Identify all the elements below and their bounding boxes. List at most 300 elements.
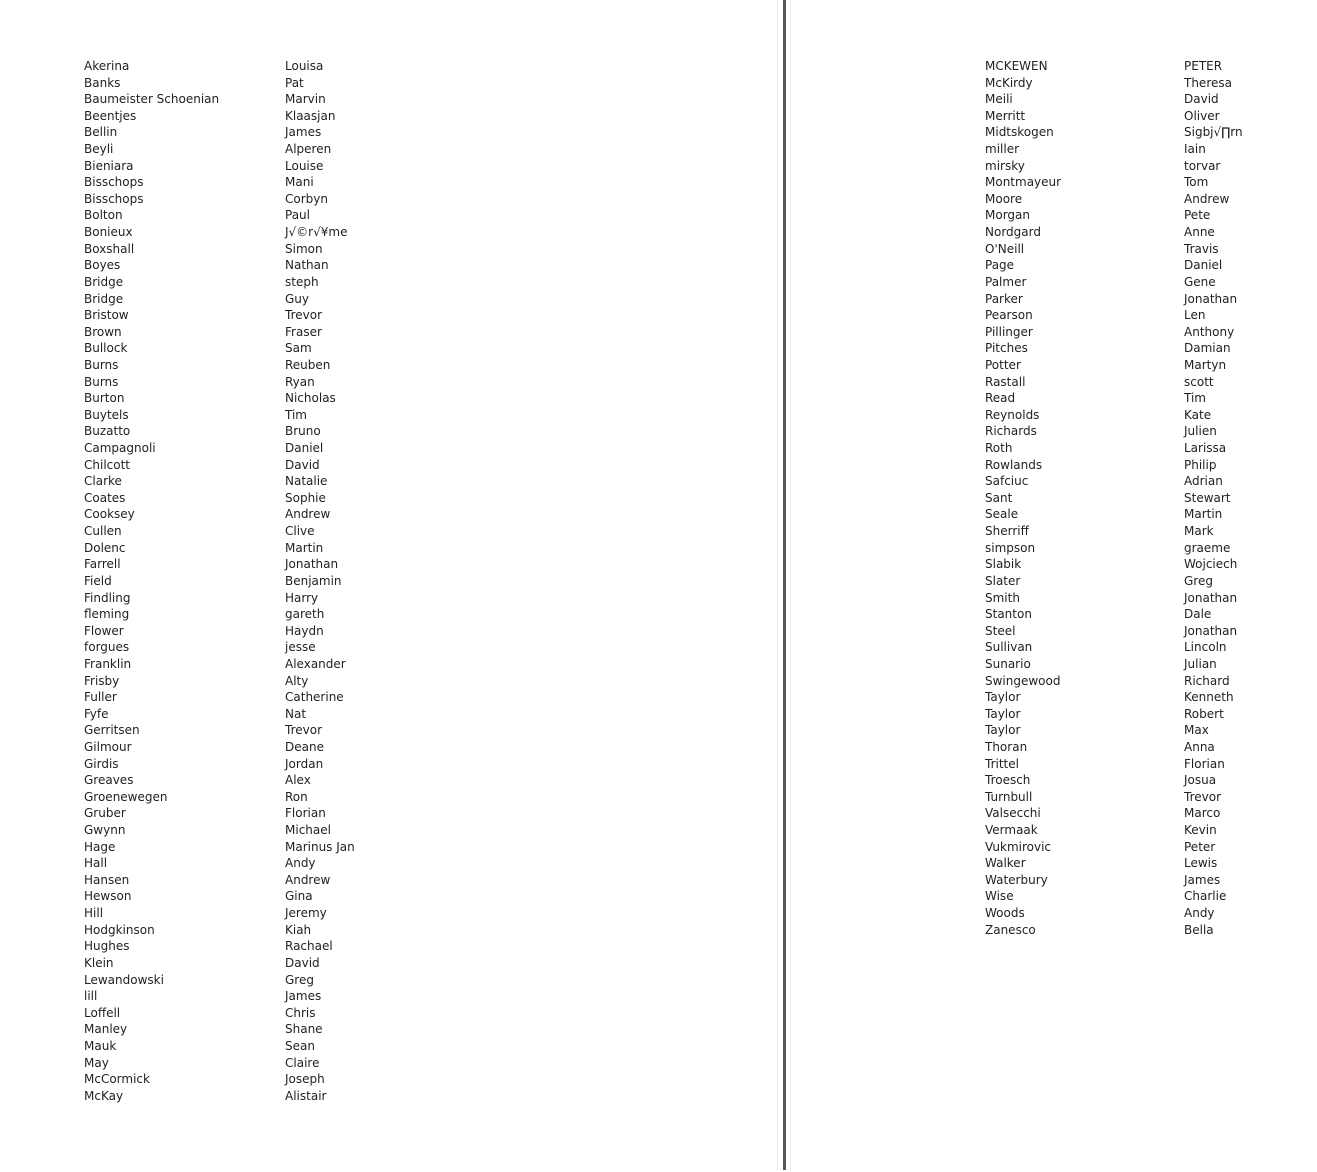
last-name: McKirdy	[985, 75, 1033, 90]
name-row	[84, 739, 355, 756]
first-name: Lincoln	[1184, 640, 1227, 655]
last-name: Burns	[84, 357, 119, 372]
name-row	[985, 739, 1243, 756]
name-row	[84, 540, 355, 557]
first-name: Greg	[1184, 573, 1213, 588]
first-name: Anthony	[1184, 324, 1235, 339]
first-name: Corbyn	[285, 191, 328, 206]
first-name: Sean	[285, 1038, 315, 1053]
first-name: Klaasjan	[285, 108, 336, 123]
name-row	[985, 158, 1243, 175]
name-row	[84, 374, 355, 391]
first-name: Julien	[1184, 424, 1217, 439]
first-name: Bruno	[285, 424, 321, 439]
first-name: Benjamin	[285, 573, 342, 588]
first-name: Jonathan	[1184, 623, 1238, 638]
name-row	[84, 1021, 355, 1038]
first-name: Joseph	[285, 1072, 325, 1087]
last-name: McCormick	[84, 1072, 150, 1087]
last-name: Valsecchi	[985, 806, 1041, 821]
name-row	[985, 606, 1243, 623]
first-name: Claire	[285, 1055, 320, 1070]
first-name: Marco	[1184, 806, 1221, 821]
last-name: Nordgard	[985, 225, 1041, 240]
last-name: Coates	[84, 490, 126, 505]
last-name: Chilcott	[84, 457, 131, 472]
last-name: O'Neill	[985, 241, 1025, 256]
first-name: scott	[1184, 374, 1214, 389]
first-name: Marinus Jan	[285, 839, 355, 854]
first-name: jesse	[285, 640, 316, 655]
name-row	[84, 689, 355, 706]
first-name: Alperen	[285, 142, 332, 157]
name-row	[84, 789, 355, 806]
last-name: Trittel	[985, 756, 1019, 771]
first-name: Lewis	[1184, 856, 1218, 871]
name-row	[985, 141, 1243, 158]
name-row	[84, 922, 355, 939]
first-name: Guy	[285, 291, 310, 306]
last-name: Beentjes	[84, 108, 137, 123]
last-name: Taylor	[985, 706, 1021, 721]
last-name: May	[84, 1055, 109, 1070]
first-name: Pete	[1184, 208, 1211, 223]
name-row	[985, 374, 1243, 391]
last-name: Taylor	[985, 723, 1021, 738]
name-row	[985, 207, 1243, 224]
name-row	[985, 241, 1243, 258]
name-row	[985, 573, 1243, 590]
last-name: Bridge	[84, 274, 124, 289]
first-name: torvar	[1184, 158, 1221, 173]
first-name: Mani	[285, 175, 314, 190]
name-row	[985, 523, 1243, 540]
name-row	[84, 756, 355, 773]
last-name: Pearson	[985, 308, 1033, 323]
first-name: David	[285, 955, 320, 970]
name-row	[84, 1088, 355, 1105]
first-name: Josua	[1184, 773, 1217, 788]
name-row	[84, 656, 355, 673]
first-name: Iain	[1184, 142, 1206, 157]
last-name: Manley	[84, 1022, 128, 1037]
name-row	[84, 224, 355, 241]
name-row	[84, 905, 355, 922]
last-name: Hodgkinson	[84, 922, 155, 937]
last-name: Gilmour	[84, 739, 132, 754]
last-name: fleming	[84, 607, 130, 622]
first-name: Alex	[285, 773, 311, 788]
last-name: Lewandowski	[84, 972, 164, 987]
last-name: Rowlands	[985, 457, 1043, 472]
name-row	[985, 839, 1243, 856]
first-name: Jonathan	[285, 557, 339, 572]
last-name: Cooksey	[84, 507, 135, 522]
name-list-page-1	[84, 58, 355, 1104]
name-row	[985, 872, 1243, 889]
first-name: Alty	[285, 673, 309, 688]
last-name: Brown	[84, 324, 122, 339]
name-row	[84, 888, 355, 905]
last-name: Mauk	[84, 1038, 117, 1053]
first-name: Haydn	[285, 623, 324, 638]
last-name: Walker	[985, 856, 1026, 871]
last-name: Franklin	[84, 656, 132, 671]
name-row	[985, 689, 1243, 706]
last-name: Montmayeur	[985, 175, 1062, 190]
name-row	[985, 590, 1243, 607]
first-name: Bella	[1184, 922, 1214, 937]
name-row	[985, 623, 1243, 640]
last-name: Reynolds	[985, 407, 1040, 422]
last-name: Hage	[84, 839, 116, 854]
first-name: Marvin	[285, 92, 326, 107]
name-row	[84, 91, 355, 108]
name-row	[84, 357, 355, 374]
last-name: Boxshall	[84, 241, 135, 256]
name-row	[84, 772, 355, 789]
last-name: Vermaak	[985, 823, 1038, 838]
first-name: Jonathan	[1184, 590, 1238, 605]
name-row	[985, 340, 1243, 357]
first-name: Harry	[285, 590, 319, 605]
name-row	[84, 506, 355, 523]
first-name: Nat	[285, 706, 307, 721]
last-name: Palmer	[985, 274, 1027, 289]
first-name: Deane	[285, 739, 324, 754]
name-row	[985, 756, 1243, 773]
first-name: Ron	[285, 789, 308, 804]
name-row	[84, 124, 355, 141]
name-row	[84, 822, 355, 839]
first-name: Rachael	[285, 939, 333, 954]
name-row	[985, 905, 1243, 922]
last-name: Steel	[985, 623, 1016, 638]
last-name: Gerritsen	[84, 723, 140, 738]
name-row	[985, 324, 1243, 341]
first-name: Philip	[1184, 457, 1217, 472]
first-name: Trevor	[1184, 789, 1221, 804]
first-name: Martyn	[1184, 357, 1227, 372]
name-list-page-2	[985, 58, 1243, 938]
last-name: Bellin	[84, 125, 118, 140]
last-name: Moore	[985, 191, 1023, 206]
last-name: Roth	[985, 441, 1013, 456]
name-row	[985, 506, 1243, 523]
first-name: Florian	[1184, 756, 1225, 771]
name-row	[985, 440, 1243, 457]
first-name: Wojciech	[1184, 557, 1238, 572]
last-name: Burns	[84, 374, 119, 389]
last-name: Morgan	[985, 208, 1030, 223]
last-name: Slabik	[985, 557, 1022, 572]
first-name: Chris	[285, 1005, 316, 1020]
last-name: Boyes	[84, 258, 121, 273]
first-name: Anna	[1184, 739, 1215, 754]
first-name: Adrian	[1184, 474, 1223, 489]
first-name: Simon	[285, 241, 323, 256]
first-name: Andrew	[285, 507, 331, 522]
name-row	[84, 1038, 355, 1055]
first-name: Andrew	[1184, 191, 1230, 206]
name-row	[985, 357, 1243, 374]
first-name: Daniel	[1184, 258, 1223, 273]
last-name: Meili	[985, 92, 1013, 107]
name-row	[985, 722, 1243, 739]
first-name: Travis	[1184, 241, 1219, 256]
name-row	[985, 124, 1243, 141]
name-row	[985, 390, 1243, 407]
last-name: Bieniara	[84, 158, 134, 173]
last-name: Gwynn	[84, 823, 126, 838]
name-row	[985, 58, 1243, 75]
first-name: Michael	[285, 823, 331, 838]
first-name: Andrew	[285, 872, 331, 887]
name-row	[985, 656, 1243, 673]
name-row	[84, 988, 355, 1005]
name-row	[84, 207, 355, 224]
last-name: Vukmirovic	[985, 839, 1052, 854]
name-row	[985, 191, 1243, 208]
last-name: Pillinger	[985, 324, 1033, 339]
last-name: Findling	[84, 590, 131, 605]
first-name: Mark	[1184, 524, 1214, 539]
first-name: J√©r√¥me	[285, 225, 348, 240]
name-row	[84, 473, 355, 490]
first-name: gareth	[285, 607, 325, 622]
first-name: Daniel	[285, 441, 324, 456]
name-row	[84, 556, 355, 573]
name-row	[985, 91, 1243, 108]
last-name: Flower	[84, 623, 124, 638]
name-row	[985, 888, 1243, 905]
last-name: Frisby	[84, 673, 120, 688]
first-name: Martin	[1184, 507, 1223, 522]
last-name: Sunario	[985, 656, 1031, 671]
name-row	[84, 872, 355, 889]
name-row	[84, 855, 355, 872]
name-row	[985, 108, 1243, 125]
name-row	[985, 407, 1243, 424]
last-name: Sullivan	[985, 640, 1033, 655]
name-row	[84, 1005, 355, 1022]
last-name: Rastall	[985, 374, 1026, 389]
first-name: Natalie	[285, 474, 328, 489]
page-edge-line-left	[777, 0, 778, 1170]
last-name: Burton	[84, 391, 125, 406]
name-row	[985, 490, 1243, 507]
first-name: Kevin	[1184, 823, 1217, 838]
last-name: simpson	[985, 540, 1036, 555]
last-name: Hansen	[84, 872, 130, 887]
last-name: Bisschops	[84, 191, 144, 206]
last-name: miller	[985, 142, 1020, 157]
first-name: Richard	[1184, 673, 1230, 688]
name-row	[985, 540, 1243, 557]
last-name: Stanton	[985, 607, 1032, 622]
last-name: Akerina	[84, 59, 130, 73]
name-row	[985, 291, 1243, 308]
first-name: Sigbj√∏rn	[1184, 125, 1243, 140]
name-row	[985, 805, 1243, 822]
first-name: Nicholas	[285, 391, 336, 406]
last-name: Hill	[84, 906, 104, 921]
first-name: Dale	[1184, 607, 1212, 622]
first-name: James	[285, 125, 322, 140]
last-name: Sant	[985, 490, 1013, 505]
first-name: David	[285, 457, 320, 472]
name-row	[84, 839, 355, 856]
first-name: Andy	[285, 856, 316, 871]
name-row	[985, 772, 1243, 789]
first-name: Oliver	[1184, 108, 1220, 123]
first-name: Pat	[285, 75, 304, 90]
name-row	[84, 623, 355, 640]
name-row	[84, 1055, 355, 1072]
name-row	[84, 291, 355, 308]
name-row	[84, 573, 355, 590]
first-name: Alexander	[285, 656, 346, 671]
first-name: Damian	[1184, 341, 1231, 356]
name-row	[985, 706, 1243, 723]
last-name: Taylor	[985, 690, 1021, 705]
last-name: Bisschops	[84, 175, 144, 190]
last-name: Read	[985, 391, 1016, 406]
first-name: Louise	[285, 158, 324, 173]
first-name: Larissa	[1184, 441, 1227, 456]
first-name: Max	[1184, 723, 1209, 738]
last-name: Fyfe	[84, 706, 109, 721]
last-name: Girdis	[84, 756, 119, 771]
first-name: Peter	[1184, 839, 1216, 854]
name-row	[84, 340, 355, 357]
last-name: Turnbull	[985, 789, 1033, 804]
last-name: lill	[84, 989, 98, 1004]
name-row	[84, 938, 355, 955]
first-name: Louisa	[285, 59, 324, 73]
first-name: Kenneth	[1184, 690, 1234, 705]
last-name: Parker	[985, 291, 1023, 306]
first-name: Trevor	[285, 308, 322, 323]
name-row	[985, 423, 1243, 440]
first-name: Gene	[1184, 274, 1216, 289]
last-name: Fuller	[84, 690, 117, 705]
first-name: Andy	[1184, 906, 1215, 921]
last-name: Seale	[985, 507, 1019, 522]
name-row	[84, 274, 355, 291]
first-name: Jeremy	[285, 906, 327, 921]
name-row	[84, 191, 355, 208]
last-name: Slater	[985, 573, 1021, 588]
last-name: Loffell	[84, 1005, 121, 1020]
name-row	[84, 673, 355, 690]
last-name: Thoran	[985, 739, 1028, 754]
last-name: Campagnoli	[84, 441, 156, 456]
last-name: Gruber	[84, 806, 126, 821]
first-name: Charlie	[1184, 889, 1227, 904]
last-name: Cullen	[84, 524, 122, 539]
first-name: James	[1184, 872, 1221, 887]
name-row	[84, 158, 355, 175]
first-name: Ryan	[285, 374, 315, 389]
name-row	[84, 141, 355, 158]
name-row	[84, 639, 355, 656]
last-name: forgues	[84, 640, 130, 655]
first-name: Len	[1184, 308, 1206, 323]
name-row	[84, 490, 355, 507]
last-name: Clarke	[84, 474, 122, 489]
name-row	[84, 407, 355, 424]
first-name: Martin	[285, 540, 324, 555]
first-name: Greg	[285, 972, 314, 987]
first-name: Nathan	[285, 258, 329, 273]
first-name: Kate	[1184, 407, 1212, 422]
name-row	[84, 324, 355, 341]
last-name: Buzatto	[84, 424, 131, 439]
name-row	[84, 257, 355, 274]
first-name: Reuben	[285, 357, 331, 372]
first-name: Jonathan	[1184, 291, 1238, 306]
first-name: Catherine	[285, 690, 344, 705]
name-row	[84, 307, 355, 324]
name-row	[985, 75, 1243, 92]
first-name: Anne	[1184, 225, 1215, 240]
name-row	[84, 523, 355, 540]
last-name: Merritt	[985, 108, 1026, 123]
name-row	[985, 174, 1243, 191]
first-name: Stewart	[1184, 490, 1231, 505]
name-row	[84, 457, 355, 474]
name-row	[84, 390, 355, 407]
name-row	[985, 224, 1243, 241]
name-row	[985, 639, 1243, 656]
first-name: Trevor	[285, 723, 322, 738]
first-name: Fraser	[285, 324, 322, 339]
first-name: Florian	[285, 806, 326, 821]
last-name: Safciuc	[985, 474, 1029, 489]
first-name: Jordan	[285, 756, 324, 771]
last-name: McKay	[84, 1088, 124, 1103]
last-name: Bonieux	[84, 225, 133, 240]
last-name: Woods	[985, 906, 1025, 921]
first-name: Tom	[1184, 175, 1209, 190]
last-name: Hughes	[84, 939, 130, 954]
first-name: steph	[285, 274, 319, 289]
last-name: Page	[985, 258, 1015, 273]
name-row	[84, 722, 355, 739]
last-name: Waterbury	[985, 872, 1048, 887]
name-row	[84, 972, 355, 989]
last-name: Klein	[84, 955, 114, 970]
name-row	[84, 805, 355, 822]
name-row	[985, 822, 1243, 839]
first-name: PETER	[1184, 59, 1223, 73]
name-row	[985, 922, 1243, 939]
name-row	[84, 955, 355, 972]
name-row	[985, 556, 1243, 573]
last-name: mirsky	[985, 158, 1025, 173]
last-name: Greaves	[84, 773, 134, 788]
first-name: Robert	[1184, 706, 1224, 721]
name-row	[985, 855, 1243, 872]
last-name: Zanesco	[985, 922, 1036, 937]
last-name: Richards	[985, 424, 1037, 439]
name-row	[84, 590, 355, 607]
last-name: Hewson	[84, 889, 132, 904]
last-name: Groenewegen	[84, 789, 168, 804]
last-name: Buytels	[84, 407, 129, 422]
last-name: Baumeister Schoenian	[84, 92, 220, 107]
